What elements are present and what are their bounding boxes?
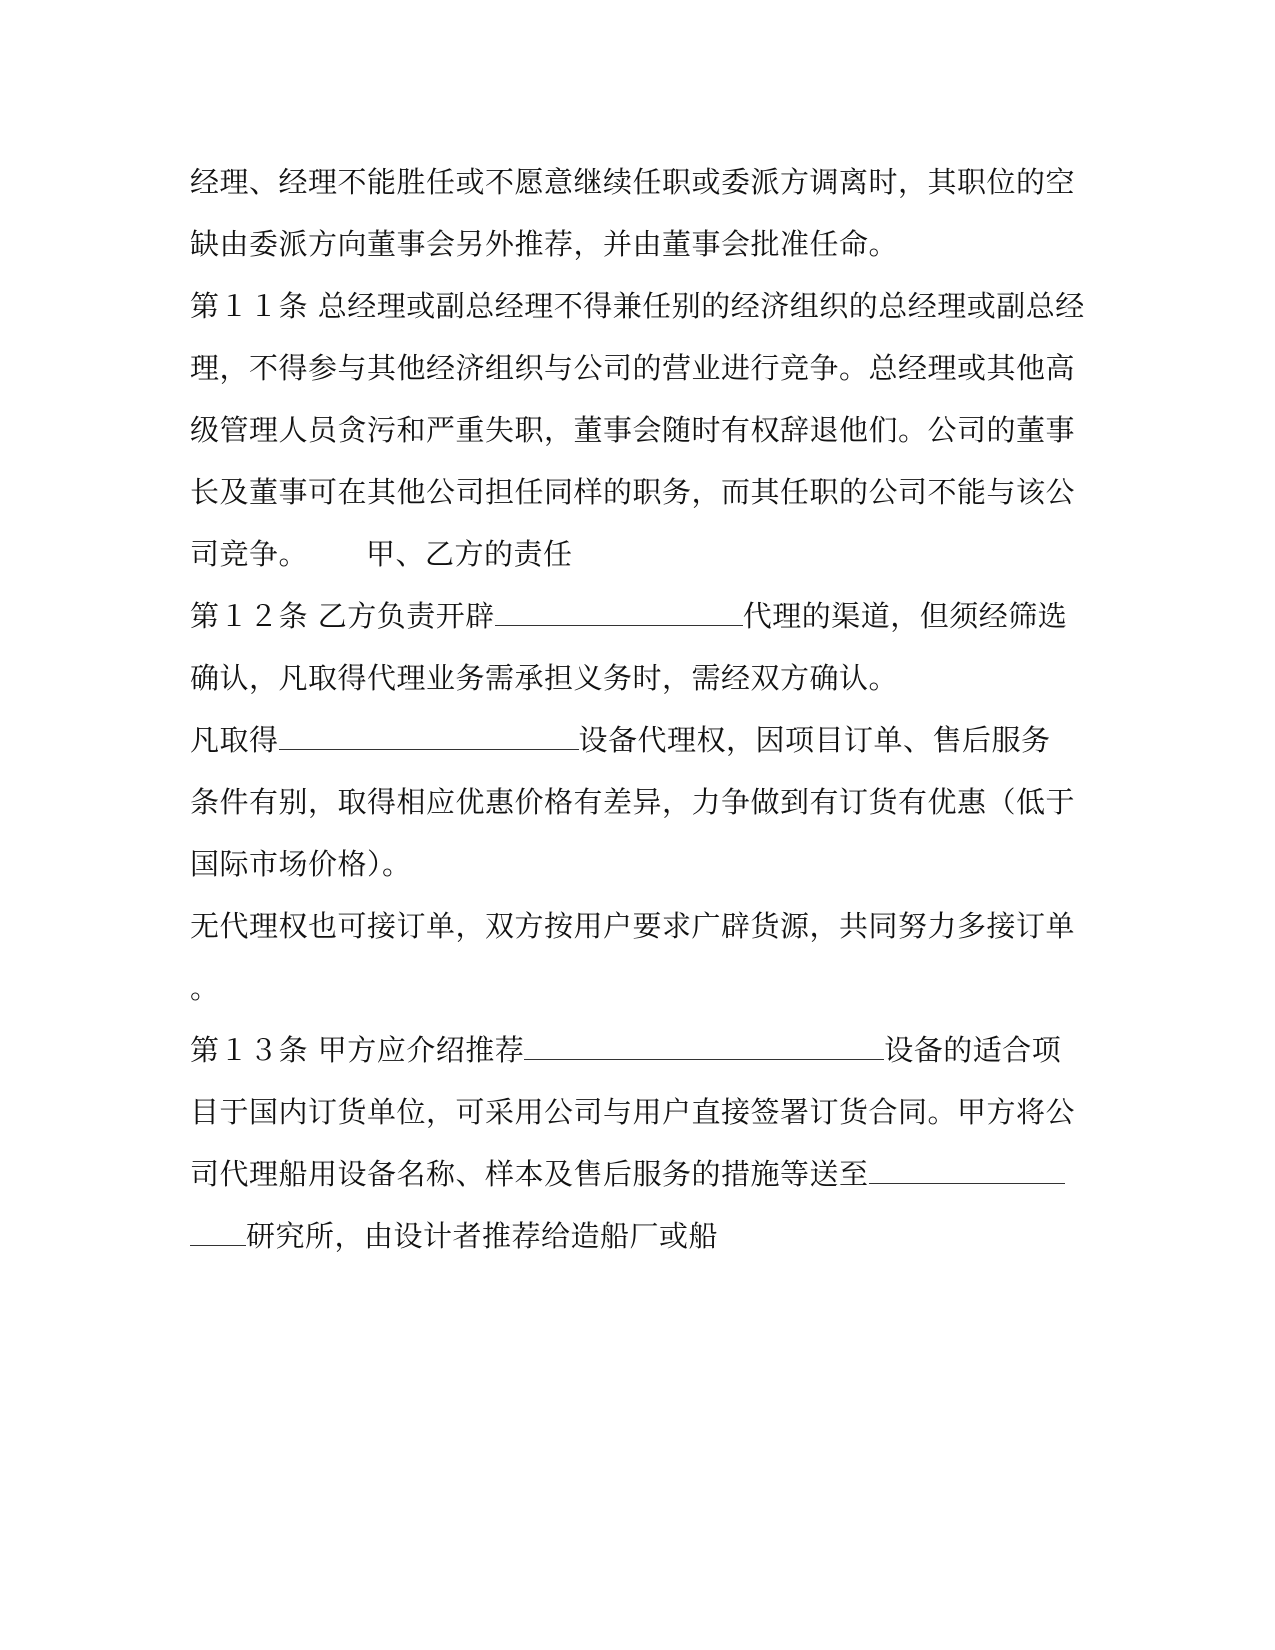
line-text: 设备的适合项 bbox=[884, 1033, 1062, 1067]
line-text: 研究所，由设计者推荐给造船厂或船 bbox=[246, 1219, 719, 1253]
fill-in-blank[interactable] bbox=[279, 723, 579, 750]
fill-in-blank[interactable] bbox=[524, 1033, 884, 1060]
text-line bbox=[190, 472, 1090, 512]
text-line bbox=[190, 224, 1090, 264]
line-text: 确认，凡取得代理业务需承担义务时，需经双方确认。 bbox=[190, 661, 899, 695]
article-12-heading bbox=[190, 596, 1090, 636]
fill-in-blank[interactable] bbox=[869, 1157, 1065, 1184]
section-heading: 甲、乙方的责任 bbox=[366, 537, 573, 571]
fill-in-blank[interactable] bbox=[495, 599, 743, 626]
text-line bbox=[190, 968, 1090, 1008]
line-text: 理，不得参与其他经济组织与公司的营业进行竞争。总经理或其他高 bbox=[190, 351, 1076, 385]
line-text: 经理、经理不能胜任或不愿意继续任职或委派方调离时，其职位的空 bbox=[190, 165, 1076, 199]
line-text: 。 bbox=[190, 971, 220, 1005]
text-line bbox=[190, 720, 1090, 760]
line-text: 凡取得 bbox=[190, 723, 279, 757]
line-text: 第１２条 乙方负责开辟 bbox=[190, 599, 495, 633]
line-text: 缺由委派方向董事会另外推荐，并由董事会批准任命。 bbox=[190, 227, 899, 261]
line-text: 第１１条 总经理或副总经理不得兼任别的经济组织的总经理或副总经 bbox=[190, 289, 1085, 323]
text-line bbox=[190, 906, 1090, 946]
text-line bbox=[190, 1092, 1090, 1132]
line-text: 司竞争。 bbox=[190, 537, 309, 571]
text-line bbox=[190, 410, 1090, 450]
article-13-heading bbox=[190, 1030, 1090, 1070]
line-text: 无代理权也可接订单，双方按用户要求广辟货源，共同努力多接订单 bbox=[190, 909, 1076, 943]
text-line bbox=[190, 534, 1090, 574]
line-text: 设备代理权，因项目订单、售后服务 bbox=[578, 723, 1051, 757]
line-text: 目于国内订货单位，可采用公司与用户直接签署订货合同。甲方将公 bbox=[190, 1095, 1076, 1129]
line-text: 司代理船用设备名称、样本及售后服务的措施等送至 bbox=[190, 1157, 869, 1191]
fill-in-blank[interactable] bbox=[190, 1219, 246, 1246]
text-line bbox=[190, 844, 1090, 884]
text-line bbox=[190, 658, 1090, 698]
line-text: 级管理人员贪污和严重失职，董事会随时有权辞退他们。公司的董事 bbox=[190, 413, 1076, 447]
line-text: 条件有别，取得相应优惠价格有差异，力争做到有订货有优惠（低于 bbox=[190, 785, 1076, 819]
line-text: 国际市场价格）。 bbox=[190, 847, 412, 881]
text-line bbox=[190, 348, 1090, 388]
line-text: 代理的渠道，但须经筛选 bbox=[742, 599, 1068, 633]
line-text: 第１３条 甲方应介绍推荐 bbox=[190, 1033, 525, 1067]
text-line bbox=[190, 782, 1090, 822]
text-line bbox=[190, 1216, 1090, 1256]
line-text: 长及董事可在其他公司担任同样的职务，而其任职的公司不能与该公 bbox=[190, 475, 1076, 509]
text-line bbox=[190, 1154, 1090, 1194]
article-11-heading bbox=[190, 286, 1090, 326]
text-line bbox=[190, 162, 1090, 202]
